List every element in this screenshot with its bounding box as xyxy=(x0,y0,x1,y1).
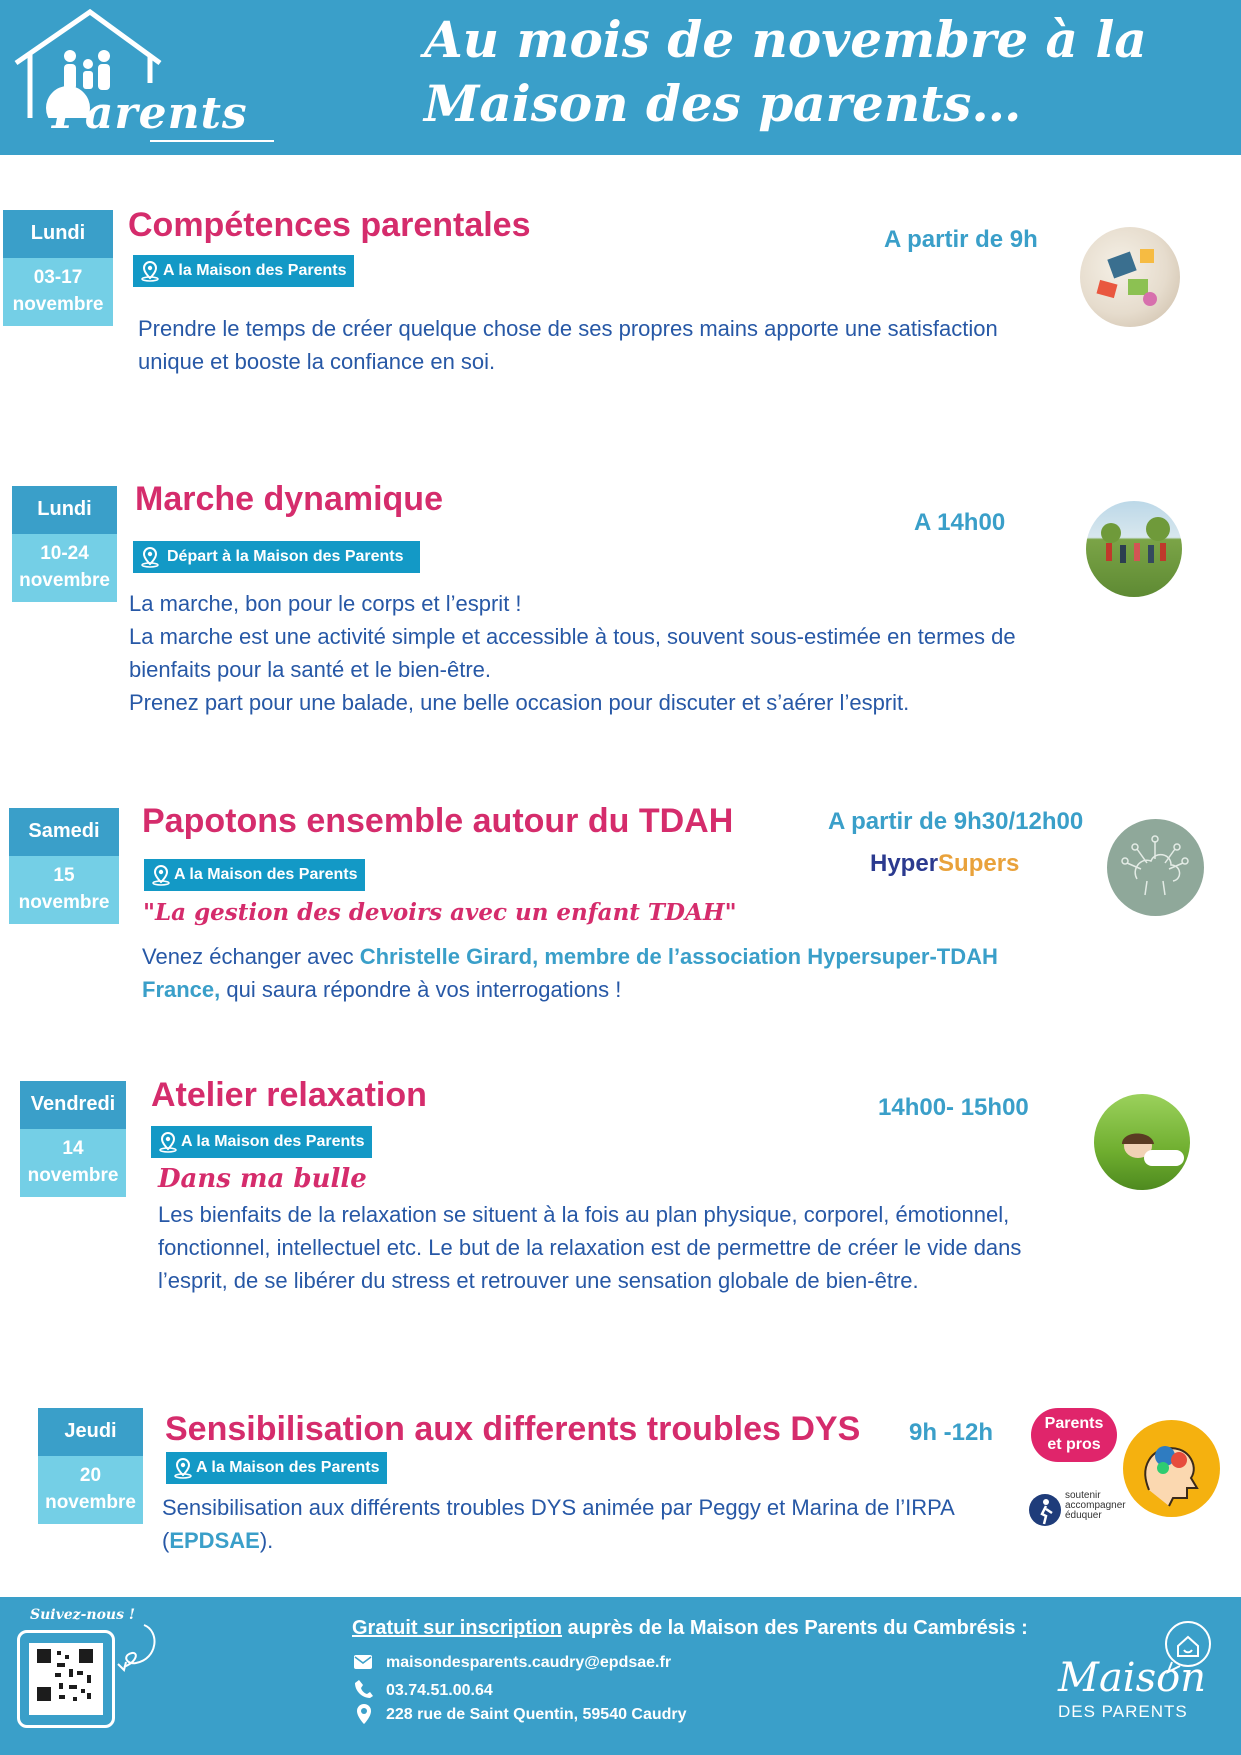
event1-date-line2: novembre xyxy=(12,294,104,315)
event4-subtitle: Dans ma bulle xyxy=(158,1164,367,1194)
event1-description: Prendre le temps de créer quelque chose de ses propres mains apporte une satisfaction unique et booste la confiance en soi. xyxy=(138,316,998,374)
epdsae-logo xyxy=(1028,1490,1128,1530)
follow-us-label: Suivez-nous ! xyxy=(30,1607,136,1623)
event2-day: Lundi xyxy=(12,486,117,534)
event4-date-line2: novembre xyxy=(27,1165,119,1186)
audience-badge xyxy=(1031,1408,1117,1462)
event5-day: Jeudi xyxy=(38,1408,143,1456)
email-icon xyxy=(353,1654,373,1670)
event2-location-tag xyxy=(133,541,420,573)
epdsae-logo-line3: éduquer xyxy=(1065,1510,1102,1521)
event1-day: Lundi xyxy=(3,210,113,258)
brand-des-parents: DES PARENTS xyxy=(1058,1702,1188,1721)
event3-subtitle: "La gestion des devoirs avec un enfant TDAH" xyxy=(143,899,737,926)
contact-email[interactable]: maisondesparents.caudry@epdsae.fr xyxy=(386,1654,672,1671)
event2-desc-line3: Prenez part pour une balade, une belle occasion pour discuter et s’aérer l’esprit. xyxy=(129,690,910,715)
signup-text xyxy=(352,1617,1028,1640)
page-title-line1: Au mois de novembre à la xyxy=(424,10,1147,69)
event5-desc-prefix: Sensibilisation aux différents troubles DYS animée par Peggy et Marina de l’IRPA ( xyxy=(162,1495,954,1553)
event5-desc-suffix: ). xyxy=(259,1528,274,1553)
event5-date xyxy=(38,1456,143,1524)
signup-rest: auprès de la Maison des Parents du Cambrésis : xyxy=(562,1617,1028,1639)
location-pin-icon xyxy=(172,1457,194,1479)
contact-phone[interactable]: 03.74.51.00.64 xyxy=(386,1682,493,1699)
event3-time: A partir de 9h30/12h00 xyxy=(828,808,1084,835)
event3-day: Samedi xyxy=(9,808,119,856)
location-pin-icon xyxy=(355,1703,373,1725)
event5-date-box xyxy=(38,1408,143,1524)
event3-date xyxy=(9,856,119,924)
event2-title: Marche dynamique xyxy=(135,480,443,518)
event1-date xyxy=(3,258,113,326)
event5-head-puzzle-illustration xyxy=(1123,1420,1220,1517)
audience-badge-line2: et pros xyxy=(1047,1436,1101,1453)
event4-location-tag xyxy=(151,1126,372,1158)
event5-desc-highlight: EPDSAE xyxy=(169,1528,260,1553)
logo-text: Parents xyxy=(52,88,248,139)
location-pin-icon xyxy=(139,546,161,568)
phone-icon xyxy=(355,1679,373,1699)
event3-desc-prefix: Venez échanger avec xyxy=(142,944,360,969)
event3-location-label: A la Maison des Parents xyxy=(174,866,358,883)
event5-location-label: A la Maison des Parents xyxy=(196,1459,380,1476)
event4-time: 14h00- 15h00 xyxy=(878,1094,1029,1121)
event3-title: Papotons ensemble autour du TDAH xyxy=(142,802,734,840)
event2-location-label: Départ à la Maison des Parents xyxy=(167,548,404,565)
signup-link[interactable]: Gratuit sur inscription xyxy=(352,1617,563,1639)
event3-brain-illustration xyxy=(1107,819,1204,916)
event5-location-tag xyxy=(166,1452,387,1484)
event4-location-label: A la Maison des Parents xyxy=(181,1133,365,1150)
event3-date-line2: novembre xyxy=(18,892,110,913)
event1-title: Compétences parentales xyxy=(128,206,531,244)
event2-desc-line1: La marche, bon pour le corps et l’esprit ! xyxy=(129,591,522,616)
event4-description: Les bienfaits de la relaxation se situent à la fois au plan physique, corporel, émotionnel, fonctionnel, intellectuel etc. Le but de la relaxation est de permettre de créer le vide dans l’esprit, de se libérer du stress et retrouver une sensation globale de bien-être. xyxy=(158,1202,1022,1293)
event5-description xyxy=(162,1491,1022,1557)
event1-location-tag xyxy=(133,255,354,287)
contact-address: 228 rue de Saint Quentin, 59540 Caudry xyxy=(386,1706,687,1723)
event4-day: Vendredi xyxy=(20,1081,126,1129)
event5-date-line2: novembre xyxy=(45,1492,136,1513)
event5-date-line1: 20 xyxy=(79,1465,102,1486)
event2-date-line2: novembre xyxy=(19,570,110,591)
event3-desc-highlight: Christelle Girard, membre de l’association Hypersuper-TDAH France, xyxy=(142,944,998,1002)
event4-date xyxy=(20,1129,126,1197)
event4-title: Atelier relaxation xyxy=(151,1076,427,1114)
epdsae-logo-icon xyxy=(1028,1493,1062,1527)
curly-arrow-icon xyxy=(114,1620,164,1680)
page-title xyxy=(424,8,1184,136)
event1-date-box xyxy=(3,210,113,326)
event1-date-line1: 03-17 xyxy=(33,267,83,288)
event2-walking-photo xyxy=(1086,501,1182,597)
page-title-line2: Maison des parents… xyxy=(424,74,1022,133)
event1-crafts-photo xyxy=(1080,227,1180,327)
event2-date xyxy=(12,534,117,602)
event1-time: A partir de 9h xyxy=(884,226,1038,253)
logo-underline xyxy=(150,140,274,142)
event3-desc-suffix: qui saura répondre à vos interrogations ! xyxy=(220,977,622,1002)
event2-desc-line2: La marche est une activité simple et accessible à tous, souvent sous-estimée en termes de bienfaits pour la santé et le bien-être. xyxy=(129,624,1016,682)
hypersupers-logo xyxy=(870,850,1019,878)
event4-relaxation-photo xyxy=(1094,1094,1190,1190)
epdsae-logo-line2: accompagner xyxy=(1065,1500,1126,1511)
event5-time: 9h -12h xyxy=(909,1419,994,1446)
hypersupers-logo-part1: Hyper xyxy=(870,850,939,877)
brand-maison: Maison xyxy=(1058,1655,1206,1701)
event1-location-label: A la Maison des Parents xyxy=(163,262,347,279)
event4-date-box xyxy=(20,1081,126,1197)
event2-description xyxy=(129,587,1059,719)
location-pin-icon xyxy=(150,864,172,886)
location-pin-icon xyxy=(157,1131,179,1153)
event3-location-tag xyxy=(144,859,365,891)
audience-badge-line1: Parents xyxy=(1044,1415,1104,1432)
qr-code[interactable] xyxy=(29,1643,103,1715)
location-pin-icon xyxy=(139,260,161,282)
event4-date-line1: 14 xyxy=(62,1138,84,1159)
event3-description xyxy=(142,940,1082,1006)
hypersupers-logo-part2: Supers xyxy=(938,850,1020,877)
event2-date-box xyxy=(12,486,117,602)
event3-date-line1: 15 xyxy=(53,865,75,886)
event5-title: Sensibilisation aux differents troubles DYS xyxy=(165,1410,861,1448)
epdsae-logo-line1: soutenir xyxy=(1065,1490,1101,1501)
event2-time: A 14h00 xyxy=(914,509,1006,536)
event3-date-box xyxy=(9,808,119,924)
event2-date-line1: 10-24 xyxy=(40,543,89,564)
